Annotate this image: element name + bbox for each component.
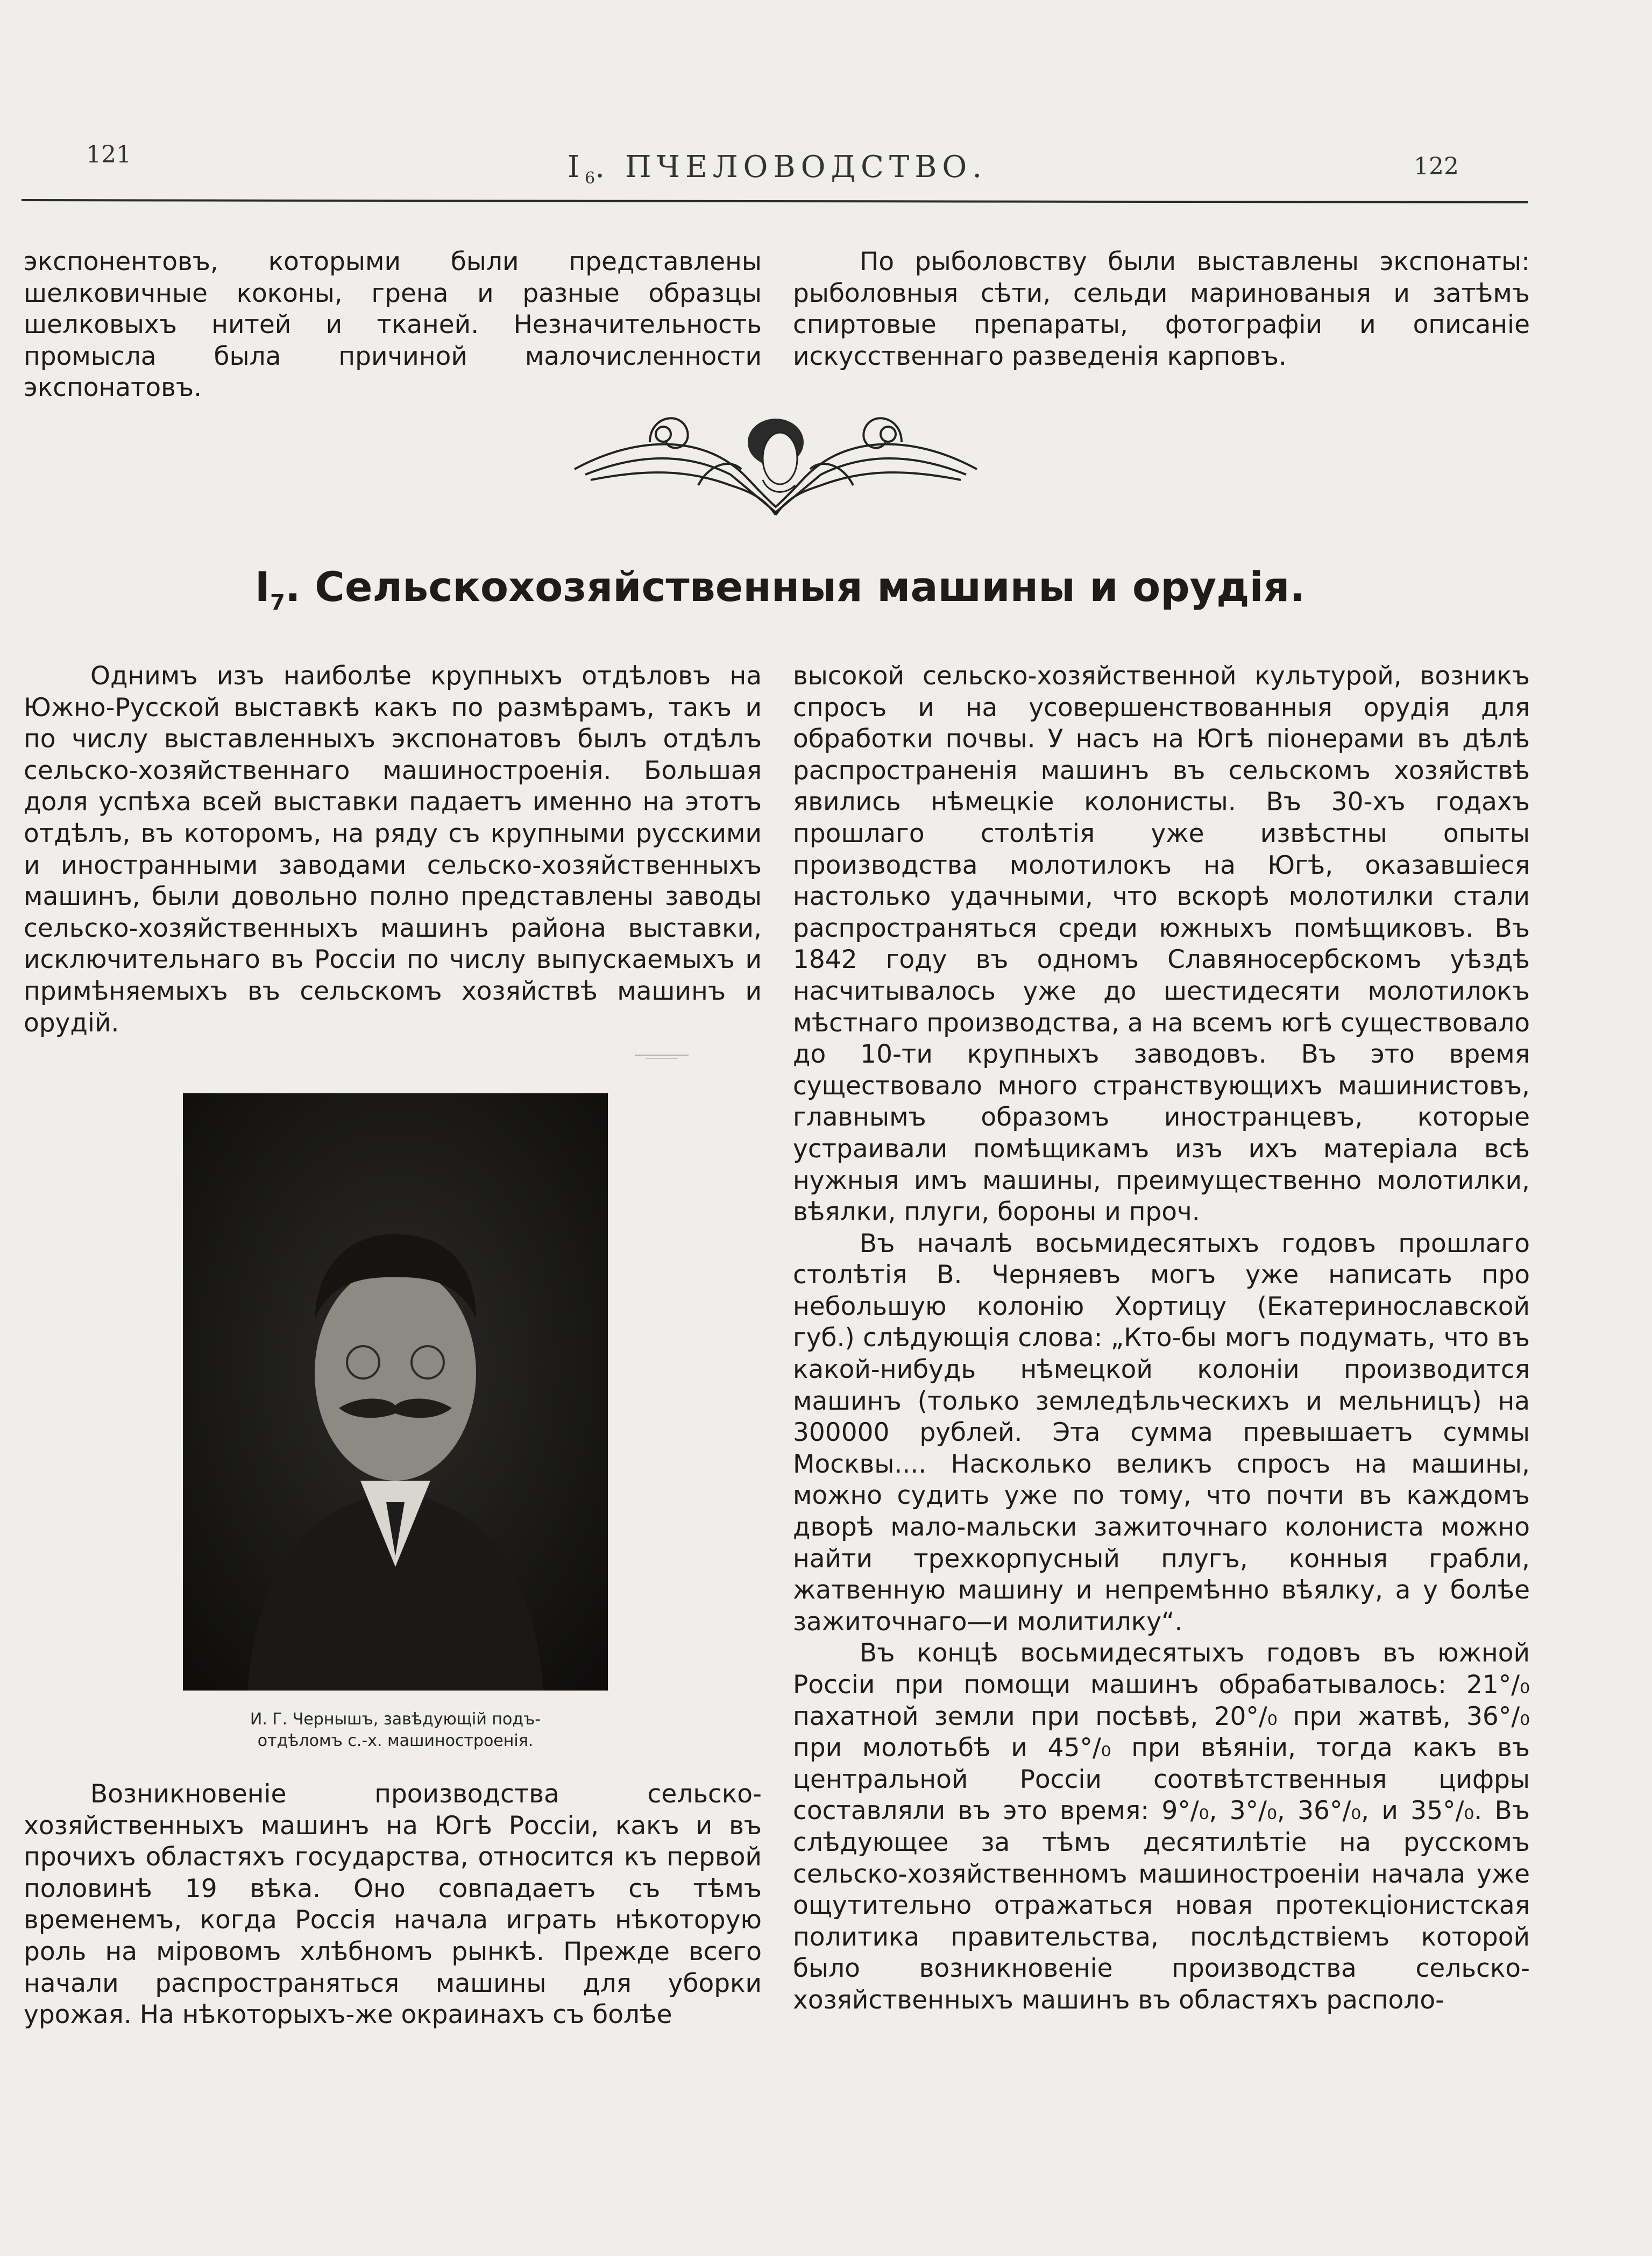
section-heading-subscript: 7 xyxy=(270,590,285,616)
photo-caption xyxy=(161,1709,629,1752)
paragraph-german-colonists: высокой сельско-хозяйственной культурой, возникъ спросъ и на усовершенствованныя орудія для обработки почвы. У насъ на Югѣ піонерами въ дѣлѣ распространенія машинъ въ сельскомъ хозяйствѣ явились нѣмецкіе колонисты. Въ 30-хъ годахъ прошлаго столѣтія уже извѣстны опыты производства молотилокъ на Югѣ, оказавшіеся настолько удачными, что вскорѣ молотилки стали распространяться среди южныхъ помѣщиковъ. Въ 1842 году въ одномъ Славяносербскомъ уѣздѣ насчитывалось уже до шестидесяти молотилокъ мѣстнаго производства, а на всемъ югѣ существовало до 10-ти крупныхъ заводовъ. Въ это время существовало много странствующихъ машинистовъ, главнымъ образомъ иностранцевъ, которые устраивали помѣщикамъ изъ ихъ матеріала всѣ нужныя имъ машины, преимущественно молотилки, вѣялки, плуги, бороны и проч. xyxy=(793,661,1530,1227)
header-title-subscript: 6 xyxy=(585,169,595,188)
scan-smudge-icon xyxy=(629,1050,699,1062)
body-left-column xyxy=(24,661,762,1039)
paragraph-chernyaev-quote: Въ началѣ восьмидесятыхъ годовъ прошлаго столѣтія В. Черняевъ могъ уже написать про небольшую колонію Хортицу (Екатеринославской губ.) слѣдующія слова: „Кто-бы могъ подумать, что въ какой-нибудь нѣмецкой колоніи производится машинъ (только земледѣльческихъ и мельницъ) на 300000 рублей. Эта сумма превышаетъ суммы Москвы.... Насколько великъ спросъ на машины, можно судить уже по тому, что почти въ каждомъ дворѣ мало-мальски зажиточнаго колониста можно найти трехкорпусный плугъ, конныя грабли, жатвенную машину и непремѣнно вѣялку, а у болѣе зажиточнаго—и молитилку“. xyxy=(793,1228,1530,1637)
paragraph-machinery-department: Однимъ изъ наиболѣе крупныхъ отдѣловъ на Южно-Русской выставкѣ какъ по размѣрамъ, такъ и по числу выставленныхъ экспонатовъ былъ отдѣлъ сельско-хозяйственнаго машиностроенія. Большая доля успѣха всей выставки падаетъ именно на этотъ отдѣлъ, въ которомъ, на ряду съ крупными русскими и иностранными заводами сельско-хозяйственныхъ машинъ, были довольно полно представлены заводы сельско-хозяйственныхъ машинъ района выставки, исключительнаго въ Россіи по числу выпускаемыхъ и примѣняемыхъ въ сельскомъ хозяйствѣ машинъ и орудій. xyxy=(24,661,762,1038)
photo-caption-line-2: отдѣломъ с.-х. машиностроенія. xyxy=(257,1731,534,1750)
portrait-photo xyxy=(183,1093,608,1691)
portrait-figure-icon xyxy=(183,1093,608,1691)
header-title-text: . ПЧЕЛОВОДСТВО. xyxy=(595,150,988,185)
top-left-column xyxy=(24,246,762,404)
paragraph-silk-exhibitors: экспонентовъ, которыми были представлены шелковичные коконы, грена и разные образцы шелковыхъ нитей и тканей. Незначительность промысла была причиной малочисленности экспонатовъ. xyxy=(24,247,762,403)
section-heading xyxy=(204,563,1356,615)
body-right-column xyxy=(793,661,1530,2017)
body-left-column-lower xyxy=(24,1779,762,2031)
header-title-letter: I xyxy=(568,150,585,185)
running-header-title xyxy=(568,150,987,188)
paragraph-fishery-exhibits: По рыболовству были выставлены экспонаты: рыболовныя сѣти, сельди маринованыя и затѣмъ спиртовые препараты, фотографіи и описаніе искусственнаго разведенія карповъ. xyxy=(793,247,1530,371)
top-right-column xyxy=(793,246,1530,372)
page-number-left: 121 xyxy=(86,141,131,168)
section-heading-text: . Сельскохозяйственныя машины и орудія. xyxy=(285,563,1306,611)
page-number-right: 122 xyxy=(1414,153,1459,180)
section-heading-letter: I xyxy=(254,563,270,611)
header-rule xyxy=(22,199,1528,203)
paragraph-origin-of-production: Возникновеніе производства сельско-хозяйственныхъ машинъ на Югѣ Россіи, какъ и въ прочихъ областяхъ государства, относится къ первой половинѣ 19 вѣка. Оно совпадаетъ съ тѣмъ временемъ, когда Россія начала играть нѣкоторую роль на міровомъ хлѣбномъ рынкѣ. Прежде всего начали распространяться машины для уборки урожая. На нѣкоторыхъ-же окраинахъ съ болѣе xyxy=(24,1779,762,2030)
art-nouveau-ornament-icon xyxy=(569,405,982,523)
photo-caption-line-1: И. Г. Чернышъ, завѣдующій подъ- xyxy=(250,1710,541,1729)
paragraph-statistics: Въ концѣ восьмидесятыхъ годовъ въ южной Россіи при помощи машинъ обрабатывалось: 21°/₀ пахатной земли при посѣвѣ, 20°/₀ при жатвѣ, 36°/₀ при молотьбѣ и 45°/₀ при вѣяніи, тогда какъ въ центральной Россіи соотвѣтственныя цифры составляли въ это время: 9°/₀, 3°/₀, 36°/₀, и 35°/₀. Въ слѣдующее за тѣмъ десятилѣтіе на русскомъ сельско-хозяйственномъ машиностроеніи начала уже ощутительно отражаться новая протекціонистская политика правительства, послѣдствіемъ которой было возникновеніе производства сельско-хозяйственныхъ машинъ въ областяхъ располо- xyxy=(793,1638,1530,2015)
